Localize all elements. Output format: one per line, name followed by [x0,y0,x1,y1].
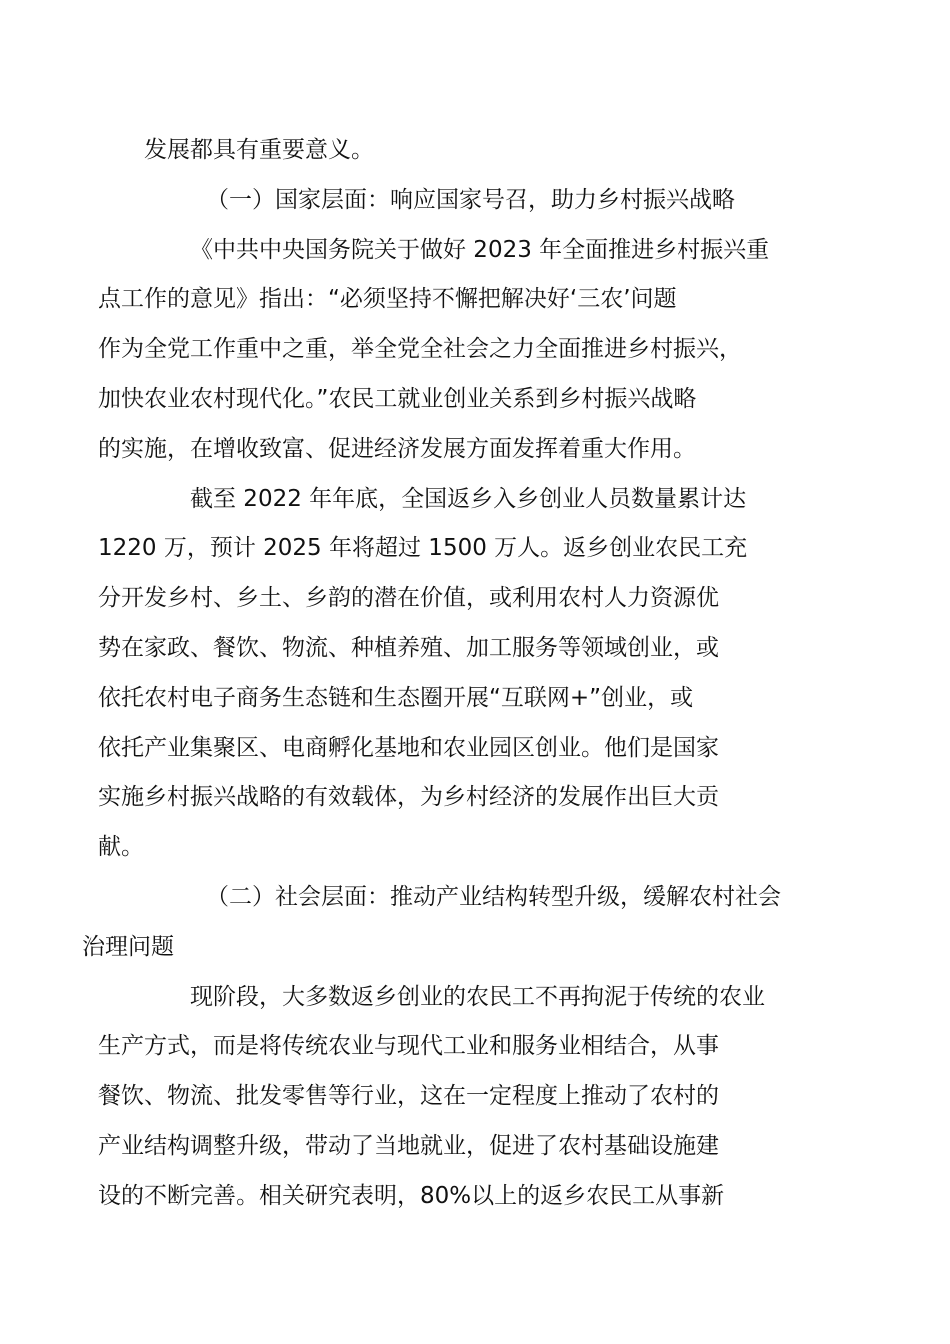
section-heading-1 [144,176,816,226]
paragraph-continuation [144,126,816,176]
text-line: 加快农业农村现代化。”农民工就业创业关系到乡村振兴战略 [98,385,697,412]
text-line: 现阶段，大多数返乡创业的农民工不再拘泥于传统的农业 [190,983,765,1010]
text-line: 点工作的意见》指出：“必须坚持不懈把解决好‘三农’问题 [98,286,677,313]
text-line: 1220 万，预计 2025 年将超过 1500 万人。返乡创业农民工充 [98,535,748,562]
text-line: 依托产业集聚区、电商孵化基地和农业园区创业。他们是国家 [98,734,719,761]
text-line: 献。 [98,834,144,861]
text-line: 发展都具有重要意义。 [144,137,374,163]
paragraph-policy [98,226,816,475]
heading-line: 治理问题 [82,933,174,960]
text-line: 餐饮、物流、批发零售等行业，这在一定程度上推动了农村的 [98,1083,719,1110]
text-line: 作为全党工作重中之重，举全党全社会之力全面推进乡村振兴， [98,336,742,363]
text-line: 的实施，在增收致富、促进经济发展方面发挥着重大作用。 [98,435,696,462]
text-line: 势在家政、餐饮、物流、种植养殖、加工服务等领域创业，或 [98,634,719,661]
paragraph-social [98,973,816,1222]
text-line: 生产方式，而是将传统农业与现代工业和服务业相结合，从事 [98,1033,719,1060]
text-line: 依托农村电子商务生态链和生态圈开展“互联网+”创业，或 [98,684,694,711]
paragraph-statistics [98,475,816,873]
text-line: 产业结构调整升级，带动了当地就业，促进了农村基础设施建 [98,1132,719,1159]
document-body [82,126,816,1222]
text-line: 设的不断完善。相关研究表明，80%以上的返乡农民工从事新 [98,1182,725,1209]
heading-line: （二）社会层面：推动产业结构转型升级，缓解农村社会 [206,883,781,910]
text-line: 《中共中央国务院关于做好 2023 年全面推进乡村振兴重 [190,236,770,263]
section-heading-2 [82,873,816,973]
text-line: 分开发乡村、乡土、乡韵的潜在价值，或利用农村人力资源优 [98,585,719,612]
text-line: 实施乡村振兴战略的有效载体，为乡村经济的发展作出巨大贡 [98,784,719,811]
heading-line: （一）国家层面：响应国家号召，助力乡村振兴战略 [206,186,735,213]
text-line: 截至 2022 年年底，全国返乡入乡创业人员数量累计达 [190,485,747,512]
